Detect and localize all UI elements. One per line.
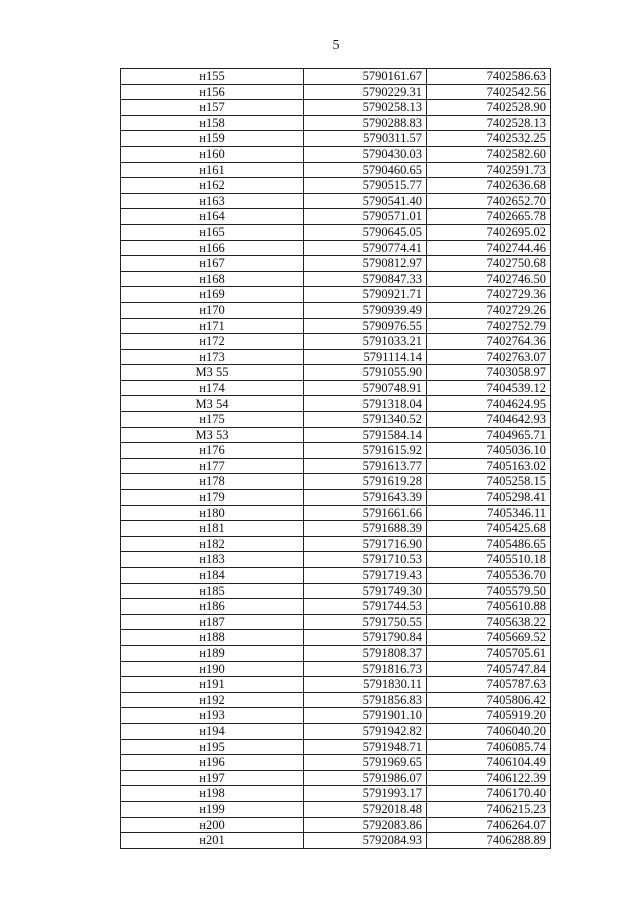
y-coordinate-cell: 7405536.70 [427, 568, 551, 584]
x-coordinate-cell: 5791969.65 [304, 755, 427, 771]
y-coordinate-cell: 7404624.95 [427, 396, 551, 412]
point-name-cell: н196 [121, 755, 304, 771]
y-coordinate-cell: 7404965.71 [427, 427, 551, 443]
table-row [121, 739, 551, 755]
table-row [121, 692, 551, 708]
x-coordinate-cell: 5791033.21 [304, 334, 427, 350]
x-coordinate-cell: 5791318.04 [304, 396, 427, 412]
point-name-cell: н176 [121, 443, 304, 459]
point-name-cell: н169 [121, 287, 304, 303]
y-coordinate-cell: 7406170.40 [427, 786, 551, 802]
table-row [121, 536, 551, 552]
point-name-cell: н184 [121, 568, 304, 584]
y-coordinate-cell: 7402729.26 [427, 302, 551, 318]
x-coordinate-cell: 5791340.52 [304, 412, 427, 428]
table-row [121, 146, 551, 162]
x-coordinate-cell: 5791808.37 [304, 645, 427, 661]
y-coordinate-cell: 7405486.65 [427, 536, 551, 552]
y-coordinate-cell: 7402746.50 [427, 271, 551, 287]
table-row [121, 568, 551, 584]
x-coordinate-cell: 5791055.90 [304, 365, 427, 381]
table-row [121, 833, 551, 849]
y-coordinate-cell: 7405610.88 [427, 599, 551, 615]
table-row [121, 723, 551, 739]
x-coordinate-cell: 5790812.97 [304, 256, 427, 272]
coordinates-table [120, 68, 551, 849]
table-row [121, 209, 551, 225]
point-name-cell: н180 [121, 505, 304, 521]
x-coordinate-cell: 5790161.67 [304, 69, 427, 85]
point-name-cell: н177 [121, 458, 304, 474]
table-row [121, 349, 551, 365]
x-coordinate-cell: 5791790.84 [304, 630, 427, 646]
x-coordinate-cell: 5790571.01 [304, 209, 427, 225]
point-name-cell: н198 [121, 786, 304, 802]
y-coordinate-cell: 7405747.84 [427, 661, 551, 677]
point-name-cell: н161 [121, 162, 304, 178]
x-coordinate-cell: 5790748.91 [304, 380, 427, 396]
table-row [121, 583, 551, 599]
x-coordinate-cell: 5791619.28 [304, 474, 427, 490]
point-name-cell: н163 [121, 193, 304, 209]
x-coordinate-cell: 5790258.13 [304, 100, 427, 116]
table-row [121, 240, 551, 256]
y-coordinate-cell: 7402582.60 [427, 146, 551, 162]
x-coordinate-cell: 5790541.40 [304, 193, 427, 209]
x-coordinate-cell: 5792084.93 [304, 833, 427, 849]
point-name-cell: н188 [121, 630, 304, 646]
point-name-cell: н186 [121, 599, 304, 615]
x-coordinate-cell: 5791613.77 [304, 458, 427, 474]
table-row [121, 490, 551, 506]
x-coordinate-cell: 5791816.73 [304, 661, 427, 677]
y-coordinate-cell: 7402528.13 [427, 115, 551, 131]
table-row [121, 412, 551, 428]
y-coordinate-cell: 7406085.74 [427, 739, 551, 755]
y-coordinate-cell: 7405510.18 [427, 552, 551, 568]
y-coordinate-cell: 7406040.20 [427, 723, 551, 739]
table-row [121, 396, 551, 412]
y-coordinate-cell: 7402591.73 [427, 162, 551, 178]
point-name-cell: н183 [121, 552, 304, 568]
table-row [121, 443, 551, 459]
point-name-cell: МЗ 54 [121, 396, 304, 412]
x-coordinate-cell: 5791942.82 [304, 723, 427, 739]
y-coordinate-cell: 7405669.52 [427, 630, 551, 646]
point-name-cell: н172 [121, 334, 304, 350]
y-coordinate-cell: 7405163.02 [427, 458, 551, 474]
x-coordinate-cell: 5791584.14 [304, 427, 427, 443]
point-name-cell: н192 [121, 692, 304, 708]
point-name-cell: МЗ 53 [121, 427, 304, 443]
table-row [121, 302, 551, 318]
y-coordinate-cell: 7406122.39 [427, 770, 551, 786]
y-coordinate-cell: 7404642.93 [427, 412, 551, 428]
table-row [121, 427, 551, 443]
point-name-cell: н170 [121, 302, 304, 318]
table-row [121, 131, 551, 147]
x-coordinate-cell: 5791661.66 [304, 505, 427, 521]
coordinates-table-body [121, 69, 551, 849]
point-name-cell: н160 [121, 146, 304, 162]
x-coordinate-cell: 5791986.07 [304, 770, 427, 786]
x-coordinate-cell: 5791643.39 [304, 490, 427, 506]
table-row [121, 365, 551, 381]
y-coordinate-cell: 7402542.56 [427, 84, 551, 100]
y-coordinate-cell: 7402528.90 [427, 100, 551, 116]
point-name-cell: н166 [121, 240, 304, 256]
point-name-cell: МЗ 55 [121, 365, 304, 381]
point-name-cell: н194 [121, 723, 304, 739]
table-row [121, 708, 551, 724]
table-row [121, 474, 551, 490]
y-coordinate-cell: 7405298.41 [427, 490, 551, 506]
table-row [121, 458, 551, 474]
table-row [121, 614, 551, 630]
table-row [121, 69, 551, 85]
point-name-cell: н181 [121, 521, 304, 537]
point-name-cell: н155 [121, 69, 304, 85]
x-coordinate-cell: 5791744.53 [304, 599, 427, 615]
x-coordinate-cell: 5791856.83 [304, 692, 427, 708]
y-coordinate-cell: 7404539.12 [427, 380, 551, 396]
y-coordinate-cell: 7402763.07 [427, 349, 551, 365]
x-coordinate-cell: 5791114.14 [304, 349, 427, 365]
x-coordinate-cell: 5791749.30 [304, 583, 427, 599]
point-name-cell: н195 [121, 739, 304, 755]
x-coordinate-cell: 5791901.10 [304, 708, 427, 724]
point-name-cell: н182 [121, 536, 304, 552]
x-coordinate-cell: 5790515.77 [304, 178, 427, 194]
table-row [121, 287, 551, 303]
x-coordinate-cell: 5790460.65 [304, 162, 427, 178]
point-name-cell: н167 [121, 256, 304, 272]
point-name-cell: н175 [121, 412, 304, 428]
table-row [121, 770, 551, 786]
y-coordinate-cell: 7402586.63 [427, 69, 551, 85]
y-coordinate-cell: 7402636.68 [427, 178, 551, 194]
x-coordinate-cell: 5790976.55 [304, 318, 427, 334]
y-coordinate-cell: 7405705.61 [427, 645, 551, 661]
point-name-cell: н178 [121, 474, 304, 490]
x-coordinate-cell: 5791993.17 [304, 786, 427, 802]
table-row [121, 630, 551, 646]
y-coordinate-cell: 7402764.36 [427, 334, 551, 350]
point-name-cell: н185 [121, 583, 304, 599]
x-coordinate-cell: 5792018.48 [304, 801, 427, 817]
y-coordinate-cell: 7406288.89 [427, 833, 551, 849]
y-coordinate-cell: 7402652.70 [427, 193, 551, 209]
x-coordinate-cell: 5791716.90 [304, 536, 427, 552]
table-row [121, 84, 551, 100]
table-row [121, 645, 551, 661]
y-coordinate-cell: 7406264.07 [427, 817, 551, 833]
x-coordinate-cell: 5790229.31 [304, 84, 427, 100]
point-name-cell: н187 [121, 614, 304, 630]
point-name-cell: н171 [121, 318, 304, 334]
table-row [121, 318, 551, 334]
y-coordinate-cell: 7405036.10 [427, 443, 551, 459]
point-name-cell: н164 [121, 209, 304, 225]
x-coordinate-cell: 5791615.92 [304, 443, 427, 459]
table-row [121, 380, 551, 396]
table-row [121, 224, 551, 240]
x-coordinate-cell: 5790921.71 [304, 287, 427, 303]
point-name-cell: н191 [121, 677, 304, 693]
point-name-cell: н159 [121, 131, 304, 147]
x-coordinate-cell: 5791948.71 [304, 739, 427, 755]
y-coordinate-cell: 7402752.79 [427, 318, 551, 334]
y-coordinate-cell: 7405346.11 [427, 505, 551, 521]
table-row [121, 100, 551, 116]
x-coordinate-cell: 5791719.43 [304, 568, 427, 584]
table-row [121, 193, 551, 209]
y-coordinate-cell: 7405919.20 [427, 708, 551, 724]
point-name-cell: н200 [121, 817, 304, 833]
point-name-cell: н162 [121, 178, 304, 194]
y-coordinate-cell: 7405258.15 [427, 474, 551, 490]
page-number: 5 [332, 38, 340, 53]
point-name-cell: н165 [121, 224, 304, 240]
y-coordinate-cell: 7402729.36 [427, 287, 551, 303]
point-name-cell: н174 [121, 380, 304, 396]
y-coordinate-cell: 7402744.46 [427, 240, 551, 256]
x-coordinate-cell: 5790939.49 [304, 302, 427, 318]
x-coordinate-cell: 5791710.53 [304, 552, 427, 568]
table-row [121, 661, 551, 677]
table-row [121, 115, 551, 131]
y-coordinate-cell: 7405579.50 [427, 583, 551, 599]
table-row [121, 334, 551, 350]
y-coordinate-cell: 7402665.78 [427, 209, 551, 225]
x-coordinate-cell: 5790288.83 [304, 115, 427, 131]
table-row [121, 521, 551, 537]
x-coordinate-cell: 5790645.05 [304, 224, 427, 240]
point-name-cell: н168 [121, 271, 304, 287]
point-name-cell: н179 [121, 490, 304, 506]
table-row [121, 256, 551, 272]
x-coordinate-cell: 5790430.03 [304, 146, 427, 162]
y-coordinate-cell: 7402532.25 [427, 131, 551, 147]
table-row [121, 677, 551, 693]
table-row [121, 505, 551, 521]
y-coordinate-cell: 7405425.68 [427, 521, 551, 537]
point-name-cell: н189 [121, 645, 304, 661]
table-row [121, 786, 551, 802]
y-coordinate-cell: 7405806.42 [427, 692, 551, 708]
table-row [121, 755, 551, 771]
table-row [121, 178, 551, 194]
table-row [121, 271, 551, 287]
table-row [121, 817, 551, 833]
table-row [121, 801, 551, 817]
y-coordinate-cell: 7406104.49 [427, 755, 551, 771]
x-coordinate-cell: 5790847.33 [304, 271, 427, 287]
x-coordinate-cell: 5791830.11 [304, 677, 427, 693]
table-row [121, 599, 551, 615]
y-coordinate-cell: 7403058.97 [427, 365, 551, 381]
point-name-cell: н197 [121, 770, 304, 786]
point-name-cell: н173 [121, 349, 304, 365]
point-name-cell: н156 [121, 84, 304, 100]
x-coordinate-cell: 5792083.86 [304, 817, 427, 833]
y-coordinate-cell: 7402750.68 [427, 256, 551, 272]
point-name-cell: н158 [121, 115, 304, 131]
x-coordinate-cell: 5790311.57 [304, 131, 427, 147]
point-name-cell: н190 [121, 661, 304, 677]
table-row [121, 552, 551, 568]
y-coordinate-cell: 7406215.23 [427, 801, 551, 817]
y-coordinate-cell: 7405638.22 [427, 614, 551, 630]
y-coordinate-cell: 7402695.02 [427, 224, 551, 240]
x-coordinate-cell: 5791750.55 [304, 614, 427, 630]
point-name-cell: н201 [121, 833, 304, 849]
table-row [121, 162, 551, 178]
y-coordinate-cell: 7405787.63 [427, 677, 551, 693]
x-coordinate-cell: 5790774.41 [304, 240, 427, 256]
point-name-cell: н157 [121, 100, 304, 116]
point-name-cell: н199 [121, 801, 304, 817]
point-name-cell: н193 [121, 708, 304, 724]
x-coordinate-cell: 5791688.39 [304, 521, 427, 537]
